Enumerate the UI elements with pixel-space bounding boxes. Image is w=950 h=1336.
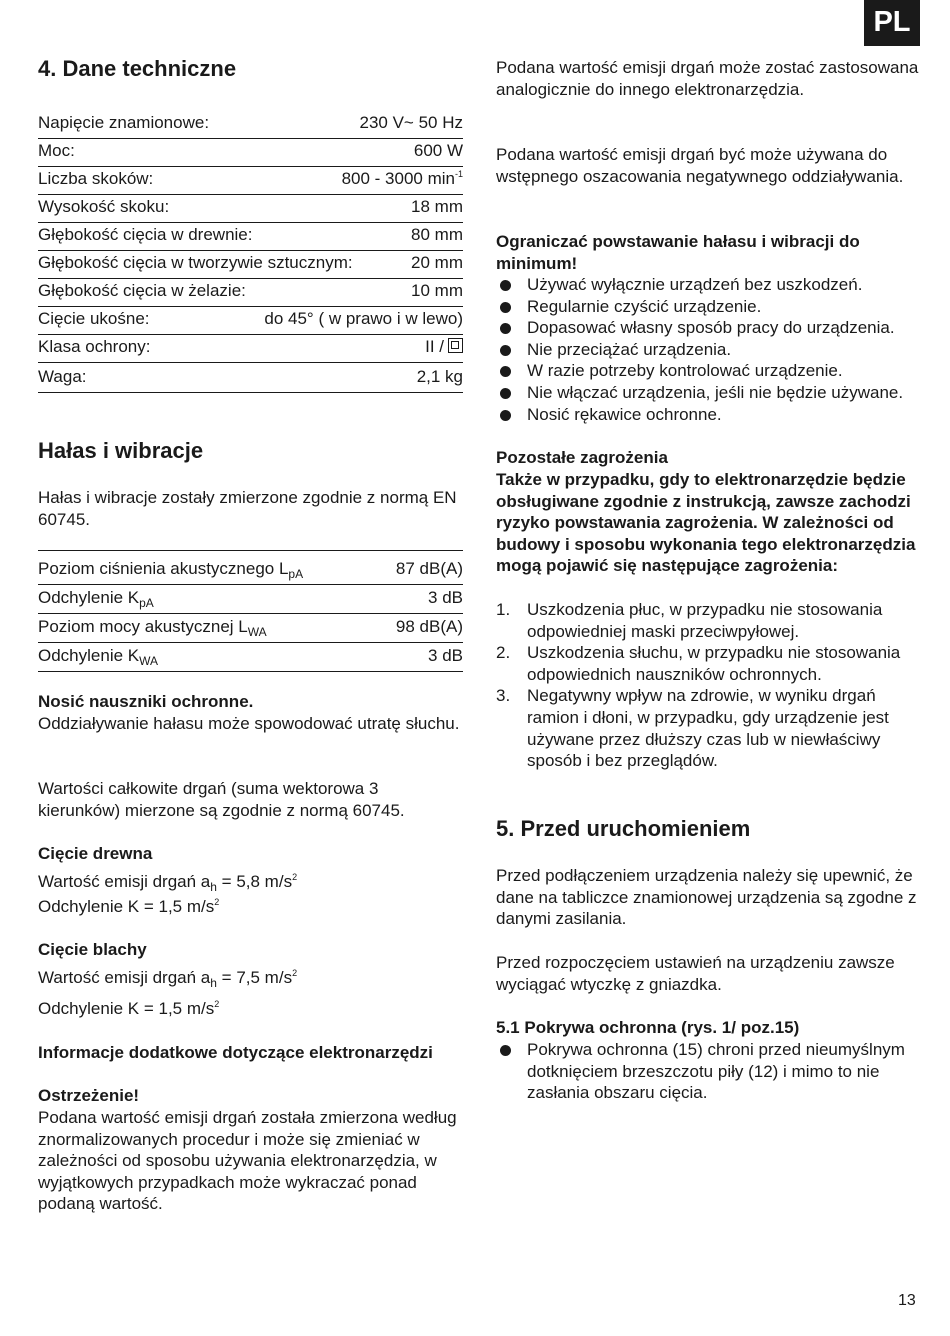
list-number: 2.: [496, 643, 511, 663]
list-item-text: Nosić rękawice ochronne.: [527, 404, 722, 424]
noise-label-sub: pA: [288, 567, 304, 582]
list-item: [496, 642, 926, 685]
list-item-text: Nie włączać urządzenia, jeśli nie będzie używane.: [527, 382, 904, 402]
vibration-total-text: Wartości całkowite drgań (suma wektorowa 3 kierunków) mierzone są zgodnie z normą 60745.: [38, 779, 405, 820]
list-item-text: Nie przeciążać urządzenia.: [527, 339, 732, 359]
list-number: 3.: [496, 686, 511, 706]
noise-label: Poziom ciśnienia akustycznego L: [38, 559, 289, 579]
bullet-icon: [500, 345, 511, 356]
cover-list: [496, 1039, 926, 1104]
sheet-cutting-heading: Cięcie blachy: [38, 940, 147, 959]
spec-label: Klasa ochrony:: [38, 337, 151, 357]
emission-paragraph-2: Podana wartość emisji drgań być może używana do wstępnego oszacowania negatywnego oddziaływania.: [496, 145, 904, 186]
wood-cutting-heading: Cięcie drewna: [38, 844, 153, 863]
unit-exponent: 2: [292, 872, 298, 882]
bullet-icon: [500, 1045, 511, 1056]
protection-class-ii-icon: [448, 338, 463, 353]
list-item-text: Uszkodzenia płuc, w przypadku nie stosowania odpowiedniej maski przeciwpyłowej.: [527, 600, 883, 641]
spec-table: [38, 111, 463, 393]
ear-protection-text: Oddziaływanie hałasu może spowodować utratę słuchu.: [38, 714, 460, 733]
unit-exponent: 2: [292, 968, 298, 978]
list-item: [496, 274, 926, 296]
spec-label: Moc:: [38, 141, 75, 161]
risk-list: [496, 599, 926, 772]
sheet-emission-number: = 7,5 m/s: [216, 968, 293, 987]
wood-deviation-value: [38, 896, 463, 918]
cover-heading: 5.1 Pokrywa ochronna (rys. 1/ poz.15): [496, 1018, 800, 1037]
warning-heading: Ostrzeżenie!: [38, 1086, 140, 1105]
list-item-text: W razie potrzeby kontrolować urządzenie.: [527, 361, 843, 381]
spec-row: [38, 167, 463, 195]
limit-list: [496, 274, 926, 425]
list-number: 1.: [496, 600, 511, 619]
spec-row: [38, 111, 463, 139]
list-item: [496, 339, 926, 361]
spec-label: Głębokość cięcia w żelazie:: [38, 281, 246, 301]
spec-value: 80 mm: [411, 225, 463, 245]
spec-value: do 45° ( w prawo i w lewo): [264, 309, 463, 329]
spec-label: Głębokość cięcia w tworzywie sztucznym:: [38, 253, 353, 273]
noise-label: Odchylenie K: [38, 588, 140, 608]
spec-label: Głębokość cięcia w drewnie:: [38, 225, 253, 245]
noise-row: [38, 643, 463, 672]
spec-label: Liczba skoków:: [38, 169, 154, 189]
spec-label: Napięcie znamionowe:: [38, 113, 210, 133]
noise-value: 87 dB(A): [395, 559, 463, 579]
ear-protection-note: Nosić nauszniki ochronne.: [38, 692, 254, 711]
before-start-paragraph-2: Przed rozpoczęciem ustawień na urządzeniu zawsze wyciągać wtyczkę z gniazdka.: [496, 953, 895, 994]
sheet-emission-sub: h: [210, 976, 217, 990]
list-item: [496, 360, 926, 382]
spec-value: 230 V~ 50 Hz: [359, 113, 463, 133]
bullet-icon: [500, 280, 511, 291]
bullet-icon: [500, 323, 511, 334]
noise-label-sub: WA: [247, 625, 267, 640]
wood-deviation-text: Odchylenie K = 1,5 m/s: [38, 897, 215, 916]
noise-label: Odchylenie K: [38, 646, 140, 666]
bullet-icon: [500, 366, 511, 377]
list-item: [496, 317, 926, 339]
before-start-paragraph-1: Przed podłączeniem urządzenia należy się upewnić, że dane na tabliczce znamionowej urządzenia są zgodne z danymi zasilania.: [496, 866, 917, 929]
noise-row: [38, 550, 463, 585]
noise-value: 3 dB: [428, 588, 463, 608]
list-item: [496, 296, 926, 318]
spec-value-wrap: [342, 168, 463, 190]
spec-row: [38, 251, 463, 279]
spec-row: [38, 195, 463, 223]
list-item: [496, 1039, 926, 1104]
list-item: [496, 685, 926, 771]
list-item-text: Uszkodzenia słuchu, w przypadku nie stosowania odpowiednich nauszników ochronnych.: [527, 643, 901, 684]
spec-row: [38, 335, 463, 363]
bullet-icon: [500, 302, 511, 313]
spec-row: [38, 223, 463, 251]
bullet-icon: [500, 410, 511, 421]
list-item: [496, 382, 926, 404]
spec-value: 18 mm: [411, 197, 463, 217]
noise-value: 98 dB(A): [395, 617, 463, 637]
list-item: [496, 599, 926, 642]
risk-intro: Także w przypadku, gdy to elektronarzędzie będzie obsługiwane zgodnie z instrukcją, zawsze zachodzi ryzyko powstawania zagrożenia. W zależności od budowy i sposobu wykonania tego elektronarzędzia mogą pojawić się następujące zagrożenia:: [496, 470, 916, 576]
limit-heading: Ograniczać powstawanie hałasu i wibracji do minimum!: [496, 232, 860, 273]
wood-emission-number: = 5,8 m/s: [216, 872, 293, 891]
spec-row: [38, 279, 463, 307]
spec-label: Waga:: [38, 367, 87, 387]
language-badge: PL: [864, 0, 920, 46]
tech-data-heading: 4. Dane techniczne: [38, 56, 237, 81]
sheet-emission-label: Wartość emisji drgań a: [38, 968, 211, 987]
unit-exponent: 2: [214, 897, 220, 907]
noise-row: [38, 614, 463, 643]
spec-value: 800 - 3000 min: [341, 169, 455, 189]
noise-table: [38, 550, 463, 672]
noise-label-wrap: [38, 616, 267, 638]
wood-emission-sub: h: [210, 880, 217, 894]
noise-intro: Hałas i wibracje zostały zmierzone zgodnie z normą EN 60745.: [38, 488, 457, 529]
spec-value-wrap: [425, 336, 463, 358]
noise-label: Poziom mocy akustycznej L: [38, 617, 248, 637]
wood-emission-value: [38, 871, 463, 893]
spec-value: 600 W: [413, 141, 463, 161]
spec-label: Wysokość skoku:: [38, 197, 170, 217]
sheet-deviation-value: [38, 998, 463, 1020]
list-item-text: Dopasować własny sposób pracy do urządzenia.: [527, 318, 895, 338]
sheet-deviation-text: Odchylenie K = 1,5 m/s: [38, 999, 215, 1018]
sheet-emission-value: [38, 967, 463, 989]
spec-value: II /: [425, 337, 444, 357]
extra-info-heading: Informacje dodatkowe dotyczące elektronarzędzi: [38, 1043, 433, 1062]
list-item-text: Negatywny wpływ na zdrowie, w wyniku drgań ramion i dłoni, w przypadku, gdy urządzenie jest używane przez dłuższy czas lub w niewłaściwy sposób i bez przeglądów.: [527, 686, 889, 771]
noise-row: [38, 585, 463, 614]
bullet-icon: [500, 388, 511, 399]
spec-row: [38, 307, 463, 335]
spec-value: 10 mm: [411, 281, 463, 301]
emission-paragraph-1: Podana wartość emisji drgań może zostać zastosowana analogicznie do innego elektronarzędzia.: [496, 58, 919, 99]
list-item-text: Regularnie czyścić urządzenie.: [527, 296, 762, 316]
spec-row: [38, 139, 463, 167]
spec-value: 2,1 kg: [416, 367, 463, 387]
spec-row: [38, 363, 463, 393]
page-number: 13: [898, 1292, 916, 1309]
noise-heading: Hałas i wibracje: [38, 438, 204, 463]
spec-label: Cięcie ukośne:: [38, 309, 150, 329]
risk-heading: Pozostałe zagrożenia: [496, 448, 668, 467]
before-start-heading: 5. Przed uruchomieniem: [496, 816, 751, 841]
wood-emission-label: Wartość emisji drgań a: [38, 872, 211, 891]
noise-label-wrap: [38, 587, 154, 609]
noise-label-wrap: [38, 645, 158, 667]
noise-value: 3 dB: [428, 646, 463, 666]
unit-exponent: 2: [214, 999, 220, 1009]
list-item-text: Używać wyłącznie urządzeń bez uszkodzeń.: [527, 275, 863, 294]
spec-value: 20 mm: [411, 253, 463, 273]
noise-label-sub: WA: [139, 654, 159, 669]
list-item: [496, 404, 926, 426]
noise-label-sub: pA: [139, 596, 154, 611]
noise-label-wrap: [38, 558, 303, 580]
list-item-text: Pokrywa ochronna (15) chroni przed nieumyślnym dotknięciem brzeszczotu piły (12) i mimo to nie zasłania obszaru cięcia.: [527, 1040, 905, 1103]
spec-value-exponent: -1: [454, 169, 463, 180]
warning-text: Podana wartość emisji drgań została zmierzona według znormalizowanych procedur i może się zmieniać w zależności od sposobu używania elektronarzędzia, w wyjątkowych przypadkach może wykraczać ponad podaną wartość.: [38, 1108, 457, 1214]
